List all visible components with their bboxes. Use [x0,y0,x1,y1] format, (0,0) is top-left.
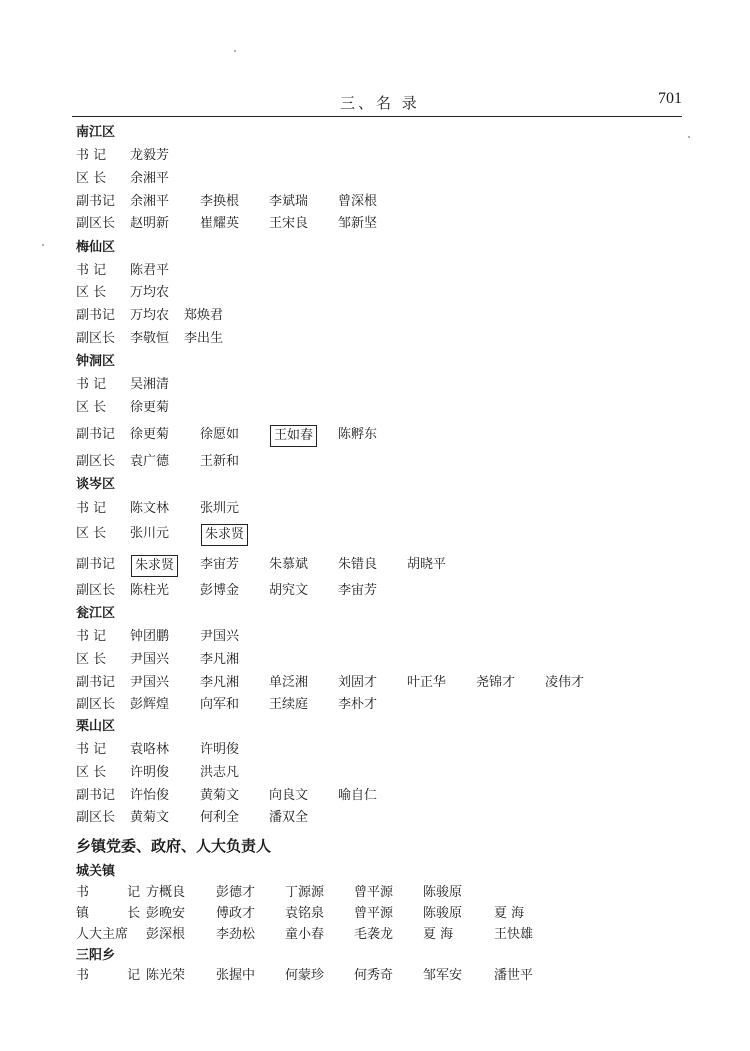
role-label: 副区长 [76,697,116,712]
boxed-person-name: 朱求贤 [201,524,248,546]
district-heading: 栗山区 [76,719,116,734]
person-name: 邹新坚 [338,216,378,231]
person-name: 潘双全 [269,810,309,825]
person-name: 叶正华 [407,675,447,690]
person-name: 向军和 [200,697,240,712]
role-label: 副书记 [76,194,116,209]
person-name: 余湘平 [130,171,170,186]
district-heading: 南江区 [76,125,116,140]
person-name: 喻自仁 [338,788,378,803]
person-name: 夏 海 [494,906,525,921]
person-name: 陈骏原 [423,885,463,900]
person-name: 李敬恒 [130,331,170,346]
person-name: 钟团鹏 [130,629,170,644]
person-name: 龙毅芳 [130,148,170,163]
person-name: 王宋良 [269,216,309,231]
person-name: 单泛湘 [269,675,309,690]
person-name: 李凡湘 [200,675,240,690]
boxed-person-name: 朱求贤 [131,555,178,577]
person-name: 李凡湘 [200,652,240,667]
role-label: 副区长 [76,331,116,346]
town-heading: 城关镇 [76,864,116,879]
person-name: 余湘平 [130,194,170,209]
person-name: 彭晚安 [146,906,186,921]
page-header [72,90,682,117]
person-name: 何秀奇 [354,968,394,983]
person-name: 崔耀英 [200,216,240,231]
person-name: 吴湘清 [130,377,170,392]
person-name: 陈孵东 [338,427,378,442]
person-name: 何利全 [200,810,240,825]
person-name: 彭辉煌 [130,697,170,712]
role-label: 书 记 [76,263,107,278]
scan-speck [234,50,236,52]
person-name: 陈君平 [130,263,170,278]
person-name: 郑焕君 [184,308,224,323]
person-name: 张握中 [216,968,256,983]
person-name: 万均农 [130,308,170,323]
scan-speck [42,244,44,246]
role-label: 副书记 [76,427,116,442]
person-name: 曾平源 [354,906,394,921]
person-name: 李宙芳 [200,557,240,572]
person-name: 徐愿如 [200,427,240,442]
role-label: 副书记 [76,675,116,690]
person-name: 王快雄 [494,927,534,942]
person-name: 李宙芳 [338,583,378,598]
person-name: 王续庭 [269,697,309,712]
person-name: 许明俊 [130,765,170,780]
role-label: 书 记 [76,501,107,516]
person-name: 朱慕斌 [269,557,309,572]
district-heading: 梅仙区 [76,240,116,255]
person-name: 曾平源 [354,885,394,900]
role-label: 区 长 [76,526,107,541]
person-name: 袁铭泉 [285,906,325,921]
person-name: 袁广德 [130,454,170,469]
role-label: 书 记 [76,148,107,163]
role-label: 副区长 [76,454,116,469]
role-label: 副书记 [76,308,116,323]
person-name: 陈光荣 [146,968,186,983]
person-name: 邹军安 [423,968,463,983]
person-name: 向良文 [269,788,309,803]
running-title: 三、名 录 [340,94,420,112]
role-label: 区 长 [76,652,107,667]
person-name: 陈骏原 [423,906,463,921]
person-name: 潘世平 [494,968,534,983]
person-name: 王新和 [200,454,240,469]
person-name: 李斌瑞 [269,194,309,209]
person-name: 徐更菊 [130,427,170,442]
role-label: 书 记 [76,968,158,983]
scan-speck [688,136,690,138]
person-name: 朱错良 [338,557,378,572]
role-label: 书 记 [76,629,107,644]
person-name: 彭深根 [146,927,186,942]
person-name: 胡晓平 [407,557,447,572]
person-name: 童小春 [285,927,325,942]
district-heading: 谈岑区 [76,477,116,492]
person-name: 黄菊文 [200,788,240,803]
person-name: 尹国兴 [200,629,240,644]
role-label: 区 长 [76,765,107,780]
person-name: 黄菊文 [130,810,170,825]
person-name: 洪志凡 [200,765,240,780]
person-name: 毛袭龙 [354,927,394,942]
town-heading: 三阳乡 [76,948,116,963]
person-name: 方概良 [146,885,186,900]
role-label: 区 长 [76,171,107,186]
person-name: 彭博金 [200,583,240,598]
role-label: 副区长 [76,810,116,825]
person-name: 尹国兴 [130,652,170,667]
person-name: 尧锦才 [476,675,516,690]
person-name: 李出生 [184,331,224,346]
person-name: 许怡俊 [130,788,170,803]
person-name: 张川元 [130,526,170,541]
person-name: 彭德才 [216,885,256,900]
boxed-person-name: 王如春 [270,425,317,447]
person-name: 徐更菊 [130,400,170,415]
person-name: 尹国兴 [130,675,170,690]
person-name: 李朴才 [338,697,378,712]
person-name: 陈文林 [130,501,170,516]
role-label: 副区长 [76,216,116,231]
role-label: 区 长 [76,400,107,415]
person-name: 许明俊 [200,742,240,757]
role-label: 书 记 [76,377,107,392]
role-label: 镇 长 [76,906,158,921]
role-label: 书 记 [76,885,158,900]
person-name: 陈柱光 [130,583,170,598]
role-label: 区 长 [76,285,107,300]
person-name: 丁源源 [285,885,325,900]
person-name: 傅政才 [216,906,256,921]
page-number: 701 [658,90,682,107]
person-name: 李劲松 [216,927,256,942]
district-heading: 瓮江区 [76,606,116,621]
role-label: 书 记 [76,742,107,757]
person-name: 刘固才 [338,675,378,690]
person-name: 李换根 [200,194,240,209]
role-label: 副书记 [76,557,116,572]
person-name: 万均农 [130,285,170,300]
role-label: 副区长 [76,583,116,598]
person-name: 凌伟才 [545,675,585,690]
person-name: 何蒙珍 [285,968,325,983]
person-name: 赵明新 [130,216,170,231]
district-heading: 钟洞区 [76,354,116,369]
person-name: 胡究文 [269,583,309,598]
person-name: 袁咯林 [130,742,170,757]
person-name: 曾深根 [338,194,378,209]
section-heading: 乡镇党委、政府、人大负责人 [76,837,272,855]
role-label: 副书记 [76,788,116,803]
role-label: 人大主席 [76,927,129,942]
person-name: 夏 海 [423,927,454,942]
person-name: 张圳元 [200,501,240,516]
